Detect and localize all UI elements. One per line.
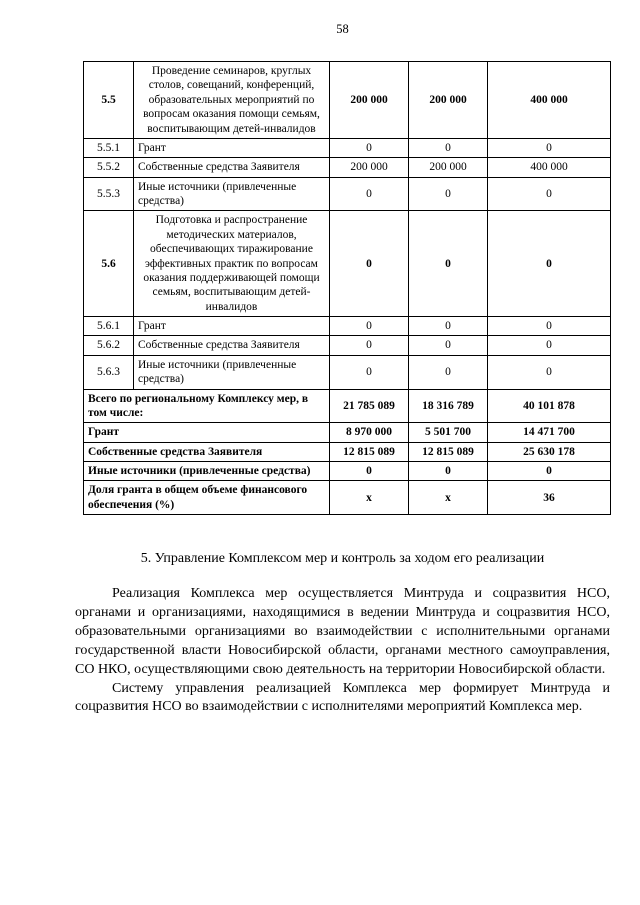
value-cell: 25 630 178 — [488, 442, 611, 461]
row-number-cell: 5.5 — [84, 62, 134, 139]
value-cell: 200 000 — [330, 62, 409, 139]
body-text — [75, 585, 610, 717]
table-row — [84, 138, 611, 157]
value-cell: 0 — [330, 462, 409, 481]
value-cell: 200 000 — [409, 158, 488, 177]
value-cell: 0 — [409, 138, 488, 157]
value-cell: 0 — [409, 317, 488, 336]
value-cell: x — [409, 481, 488, 515]
value-cell: 0 — [488, 211, 611, 317]
paragraph: Систему управления реализацией Комплекса мер формирует Минтруда и соцразвития НСО во взаимодействии с исполнителями мероприятий Комплекса мер. — [75, 680, 610, 715]
table-row — [84, 355, 611, 389]
value-cell: 200 000 — [409, 62, 488, 139]
value-cell: 0 — [330, 336, 409, 355]
summary-row — [84, 481, 611, 515]
summary-label-cell: Доля гранта в общем объеме финансового обеспечения (%) — [84, 481, 330, 515]
value-cell: 0 — [488, 317, 611, 336]
value-cell: 400 000 — [488, 62, 611, 139]
table-row — [84, 62, 611, 139]
value-cell: 0 — [409, 177, 488, 211]
value-cell: x — [330, 481, 409, 515]
summary-row — [84, 442, 611, 461]
table-row — [84, 317, 611, 336]
page-number: 58 — [336, 22, 349, 36]
row-number-cell: 5.6.2 — [84, 336, 134, 355]
value-cell: 0 — [409, 211, 488, 317]
table-row — [84, 211, 611, 317]
summary-row — [84, 423, 611, 442]
description-cell: Собственные средства Заявителя — [134, 336, 330, 355]
paragraph: Реализация Комплекса мер осуществляется Минтруда и соцразвития НСО, органами и организациями, находящимися в ведении Минтруда и соцразвития НСО, образовательными организациями во взаимодействии с исполнительными органами государственной власти Новосибирской области, органами местного самоуправления, СО НКО, осуществляющими свою деятельность на территории Новосибирской области. — [75, 586, 610, 677]
row-number-cell: 5.5.2 — [84, 158, 134, 177]
budget-table — [83, 61, 611, 515]
description-cell: Иные источники (привлеченные средства) — [134, 177, 330, 211]
row-number-cell: 5.6 — [84, 211, 134, 317]
value-cell: 12 815 089 — [409, 442, 488, 461]
description-cell: Иные источники (привлеченные средства) — [134, 355, 330, 389]
description-cell: Грант — [134, 138, 330, 157]
description-cell: Подготовка и распространение методических материалов, обеспечивающих тиражирование эффективных практик по вопросам оказания поддерживающей помощи семьям, воспитывающим детей-инвалидов — [134, 211, 330, 317]
value-cell: 0 — [409, 336, 488, 355]
description-cell: Грант — [134, 317, 330, 336]
row-number-cell: 5.6.1 — [84, 317, 134, 336]
value-cell: 0 — [488, 138, 611, 157]
value-cell: 0 — [330, 138, 409, 157]
table-row — [84, 158, 611, 177]
value-cell: 0 — [330, 355, 409, 389]
row-number-cell: 5.6.3 — [84, 355, 134, 389]
row-number-cell: 5.5.1 — [84, 138, 134, 157]
value-cell: 0 — [330, 177, 409, 211]
value-cell: 0 — [488, 336, 611, 355]
value-cell: 12 815 089 — [330, 442, 409, 461]
value-cell: 0 — [330, 211, 409, 317]
value-cell: 5 501 700 — [409, 423, 488, 442]
value-cell: 18 316 789 — [409, 389, 488, 423]
value-cell: 0 — [488, 462, 611, 481]
value-cell: 0 — [409, 355, 488, 389]
value-cell: 0 — [488, 177, 611, 211]
description-cell: Собственные средства Заявителя — [134, 158, 330, 177]
row-number-cell: 5.5.3 — [84, 177, 134, 211]
table-row — [84, 336, 611, 355]
summary-label-cell: Иные источники (привлеченные средства) — [84, 462, 330, 481]
value-cell: 21 785 089 — [330, 389, 409, 423]
table-row — [84, 177, 611, 211]
value-cell: 36 — [488, 481, 611, 515]
value-cell: 400 000 — [488, 158, 611, 177]
summary-label-cell: Грант — [84, 423, 330, 442]
value-cell: 0 — [330, 317, 409, 336]
section-heading: 5. Управление Комплексом мер и контроль за ходом его реализации — [140, 551, 545, 567]
value-cell: 200 000 — [330, 158, 409, 177]
summary-row — [84, 389, 611, 423]
description-cell: Проведение семинаров, круглых столов, совещаний, конференций, образовательных мероприятий по вопросам оказания помощи семьям, воспитывающим детей-инвалидов — [134, 62, 330, 139]
value-cell: 0 — [409, 462, 488, 481]
summary-row — [84, 462, 611, 481]
value-cell: 8 970 000 — [330, 423, 409, 442]
value-cell: 40 101 878 — [488, 389, 611, 423]
value-cell: 0 — [488, 355, 611, 389]
summary-label-cell: Всего по региональному Комплексу мер, в том числе: — [84, 389, 330, 423]
summary-label-cell: Собственные средства Заявителя — [84, 442, 330, 461]
value-cell: 14 471 700 — [488, 423, 611, 442]
